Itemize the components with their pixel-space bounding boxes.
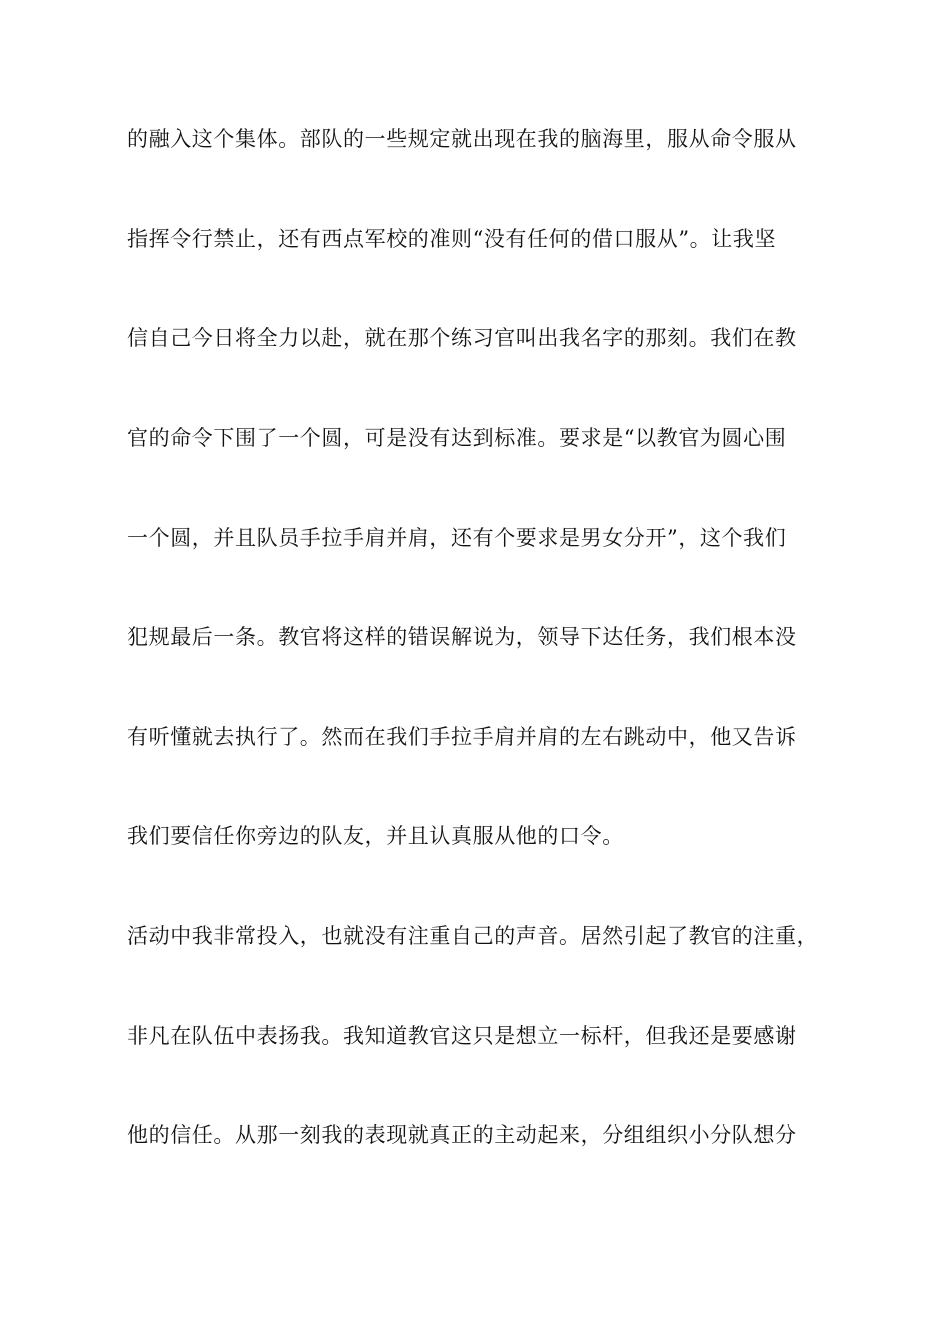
text-line-7: 有听懂就去执行了。然而在我们手拉手肩并肩的左右跳动中，他又告诉 xyxy=(127,725,797,749)
text-line-11: 他的信任。从那一刻我的表现就真正的主动起来，分组组织小分队想分 xyxy=(127,1123,797,1147)
text-line-4: 官的命令下围了一个圆，可是没有达到标准。要求是“以教官为圆心围 xyxy=(127,426,787,450)
text-line-6: 犯规最后一条。教官将这样的错误解说为，领导下达任务，我们根本没 xyxy=(127,625,797,649)
text-line-9: 活动中我非常投入，也就没有注重自己的声音。居然引起了教官的注重， xyxy=(127,924,819,948)
text-line-1: 的融入这个集体。部队的一些规定就出现在我的脑海里，服从命令服从 xyxy=(127,127,797,151)
text-line-10: 非凡在队伍中表扬我。我知道教官这只是想立一标杆，但我还是要感谢 xyxy=(127,1024,797,1048)
text-line-3: 信自己今日将全力以赴，就在那个练习官叫出我名字的那刻。我们在教 xyxy=(127,326,797,350)
text-line-5: 一个圆，并且队员手拉手肩并肩，还有个要求是男女分开”，这个我们 xyxy=(127,526,787,550)
text-line-2: 指挥令行禁止，还有西点军校的准则“没有任何的借口服从”。让我坚 xyxy=(127,227,777,251)
text-line-8: 我们要信任你旁边的队友，并且认真服从他的口令。 xyxy=(127,824,624,848)
